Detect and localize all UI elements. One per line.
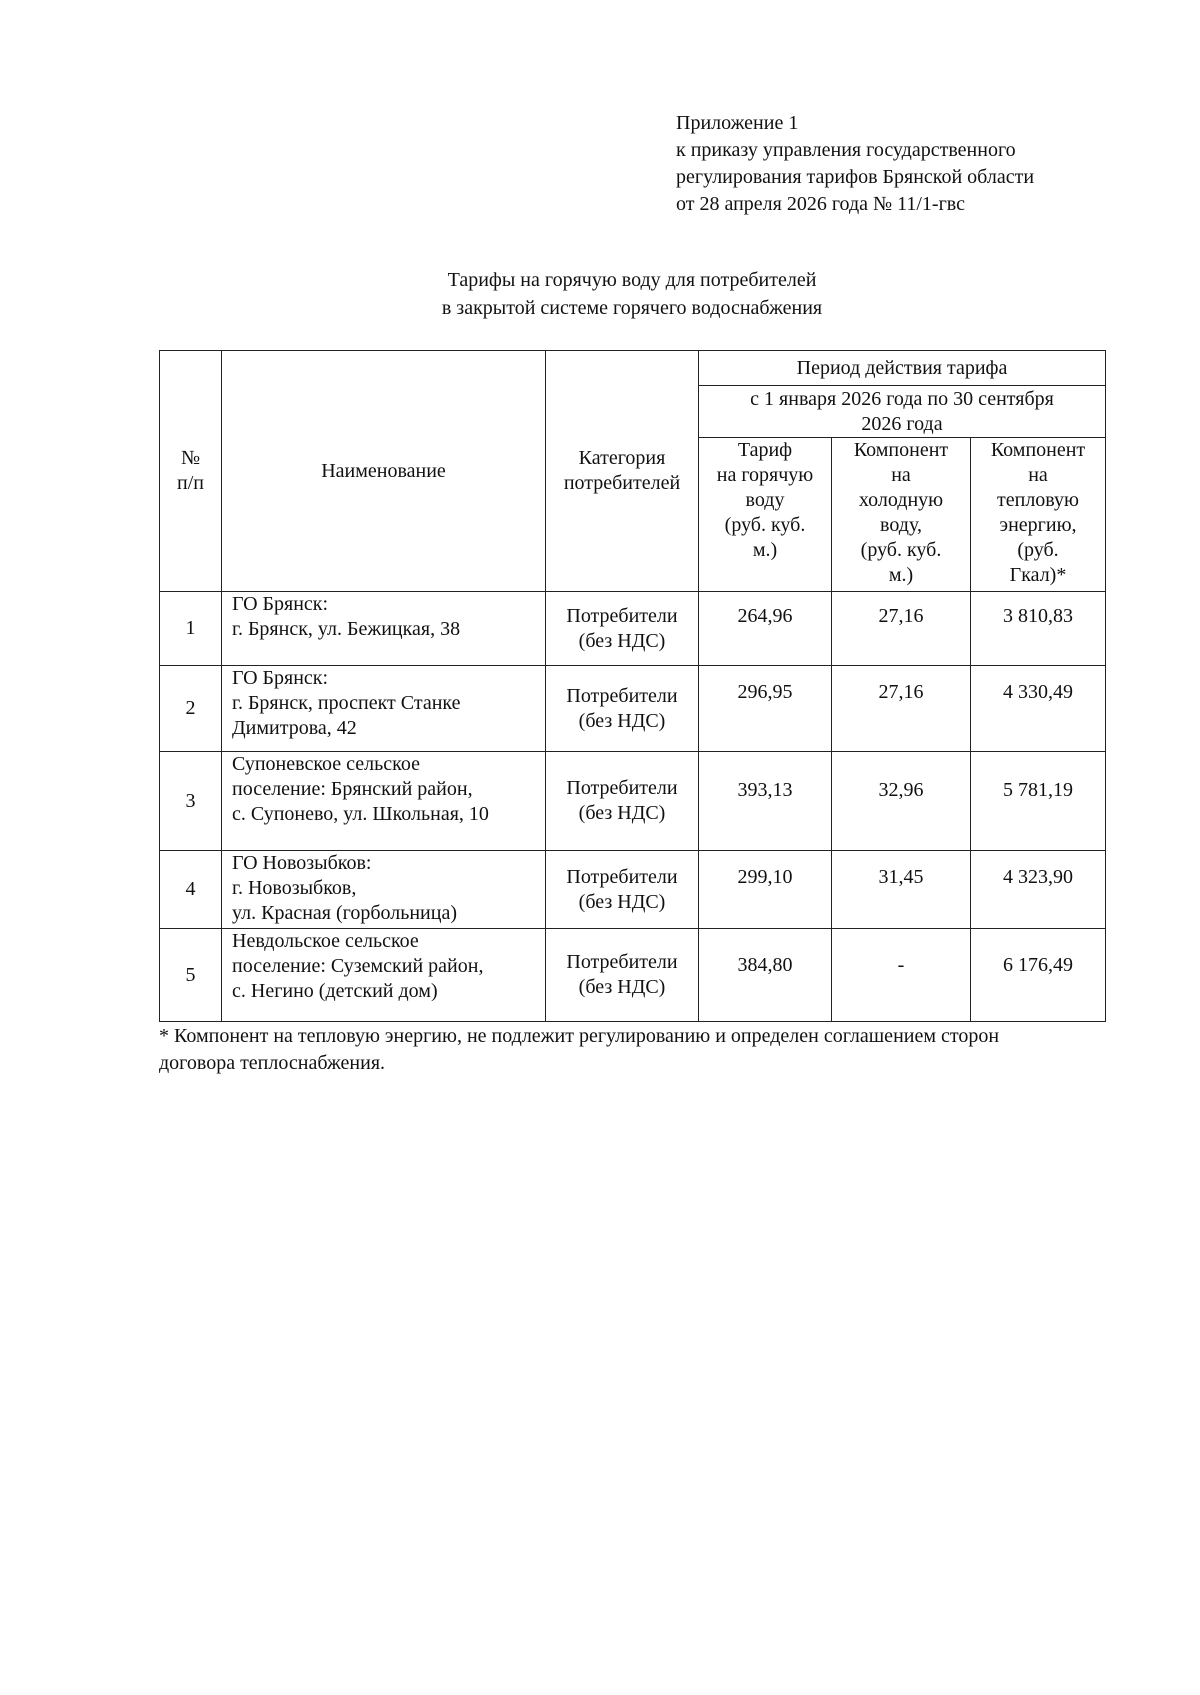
row-category-line: Потребители (566, 684, 678, 707)
row-heat-component: 6 176,49 (971, 929, 1106, 1022)
row-category-line: (без НДС) (578, 890, 666, 913)
row-name-line: г. Брянск, проспект Станке (232, 692, 461, 714)
row-category-line: (без НДС) (578, 629, 666, 652)
header-heat-line: Гкал)* (1009, 564, 1067, 586)
row-name-line: г. Новозыбков, (232, 877, 357, 899)
header-cold-line: на (891, 464, 911, 486)
table-row (160, 929, 1106, 1022)
row-tariff: 264,96 (699, 592, 832, 666)
header-tariff-line: (руб. куб. (724, 514, 806, 536)
row-category-line: Потребители (566, 777, 678, 799)
header-tariff-line: воду (745, 489, 785, 511)
header-heat-line: тепловую (997, 489, 1080, 511)
row-heat-component: 5 781,19 (971, 752, 1106, 851)
appendix-line: к приказу управления государственного (676, 139, 1016, 161)
header-heat-component (971, 438, 1106, 592)
row-cold-component: 27,16 (832, 666, 971, 752)
header-heat-line: Компонент (990, 439, 1086, 461)
header-row (160, 351, 1106, 386)
footnote-line-1: * Компонент на тепловую энергию, не подлежит регулированию и определен соглашением сторон (159, 1025, 1000, 1047)
row-category-line: (без НДС) (578, 709, 666, 732)
row-name (222, 592, 546, 666)
row-category (546, 592, 699, 666)
table-row (160, 666, 1106, 752)
row-tariff: 299,10 (699, 851, 832, 929)
header-heat-line: (руб. (1017, 539, 1059, 561)
header-tariff-line: м.) (752, 539, 778, 561)
header-category (546, 351, 699, 592)
row-heat-component: 4 323,90 (971, 851, 1106, 929)
row-name-line: поселение: Суземский район, (232, 955, 484, 977)
row-number: 5 (160, 929, 222, 1022)
footnote (159, 1023, 1119, 1077)
row-category-line: (без НДС) (578, 976, 666, 998)
header-number-line: № (180, 447, 201, 469)
header-period: Период действия тарифа (699, 351, 1106, 386)
row-number: 2 (160, 666, 222, 752)
title-line-2: в закрытой системе горячего водоснабжения (441, 297, 823, 319)
appendix-line: от 28 апреля 2026 года № 11/1-гвс (676, 193, 965, 215)
appendix-line: Приложение 1 (676, 112, 799, 134)
row-category (546, 929, 699, 1022)
row-name-line: с. Негино (детский дом) (232, 980, 438, 1002)
appendix-line: регулирования тарифов Брянской области (676, 166, 1035, 188)
tariffs-table (159, 350, 1106, 1022)
header-cold-line: воду, (880, 514, 922, 536)
row-name-line: с. Супонево, ул. Школьная, 10 (232, 803, 489, 825)
row-tariff: 393,13 (699, 752, 832, 851)
row-name-line: поселение: Брянский район, (232, 778, 473, 800)
header-cold-line: холодную (858, 489, 944, 511)
header-heat-line: на (1028, 464, 1048, 486)
row-name-line: ул. Красная (горбольница) (232, 902, 457, 924)
header-tariff-line: на горячую (716, 464, 814, 486)
header-category-line: потребителей (563, 472, 681, 494)
row-category (546, 666, 699, 752)
header-period-range-line: с 1 января 2026 года по 30 сентября (750, 387, 1054, 410)
table-row (160, 592, 1106, 666)
row-number: 3 (160, 752, 222, 851)
table-row (160, 851, 1106, 929)
header-cold-component (832, 438, 971, 592)
row-name (222, 752, 546, 851)
header-tariff-line: Тариф (737, 439, 793, 461)
row-cold-component: 32,96 (832, 752, 971, 851)
header-cold-line: (руб. куб. (860, 539, 942, 561)
row-heat-component: 3 810,83 (971, 592, 1106, 666)
row-cold-component: 31,45 (832, 851, 971, 929)
row-category-line: (без НДС) (578, 802, 666, 824)
footnote-line-2: договора теплоснабжения. (159, 1052, 386, 1074)
document-title (300, 266, 964, 322)
appendix-reference (676, 110, 1034, 218)
row-category (546, 752, 699, 851)
row-name-line: г. Брянск, ул. Бежицкая, 38 (232, 618, 461, 640)
title-line-1: Тарифы на горячую воду для потребителей (447, 269, 817, 291)
header-period-range-line: 2026 года (861, 412, 943, 435)
row-number: 1 (160, 592, 222, 666)
header-category-line: Категория (578, 447, 666, 469)
row-name-line: Невдольское сельское (232, 930, 419, 952)
header-period-range (699, 386, 1106, 438)
table-row (160, 752, 1106, 851)
row-name-line: ГО Брянск: (232, 593, 329, 615)
header-tariff (699, 438, 832, 592)
row-cold-component: - (832, 929, 971, 1022)
header-number (160, 351, 222, 592)
row-tariff: 384,80 (699, 929, 832, 1022)
row-name-line: ГО Новозыбков: (232, 852, 372, 874)
row-tariff: 296,95 (699, 666, 832, 752)
header-heat-line: энергию, (999, 514, 1077, 536)
row-name (222, 929, 546, 1022)
row-category (546, 851, 699, 929)
row-name (222, 851, 546, 929)
row-name (222, 666, 546, 752)
row-name-line: Супоневское сельское (232, 753, 420, 775)
header-name: Наименование (222, 351, 546, 592)
row-cold-component: 27,16 (832, 592, 971, 666)
row-heat-component: 4 330,49 (971, 666, 1106, 752)
row-category-line: Потребители (566, 604, 678, 627)
row-category-line: Потребители (566, 951, 678, 973)
row-name-line: Димитрова, 42 (232, 717, 357, 739)
row-name-line: ГО Брянск: (232, 667, 329, 689)
header-cold-line: м.) (888, 564, 914, 586)
row-number: 4 (160, 851, 222, 929)
row-category-line: Потребители (566, 865, 678, 888)
header-number-line: п/п (177, 472, 204, 494)
header-cold-line: Компонент (853, 439, 949, 461)
